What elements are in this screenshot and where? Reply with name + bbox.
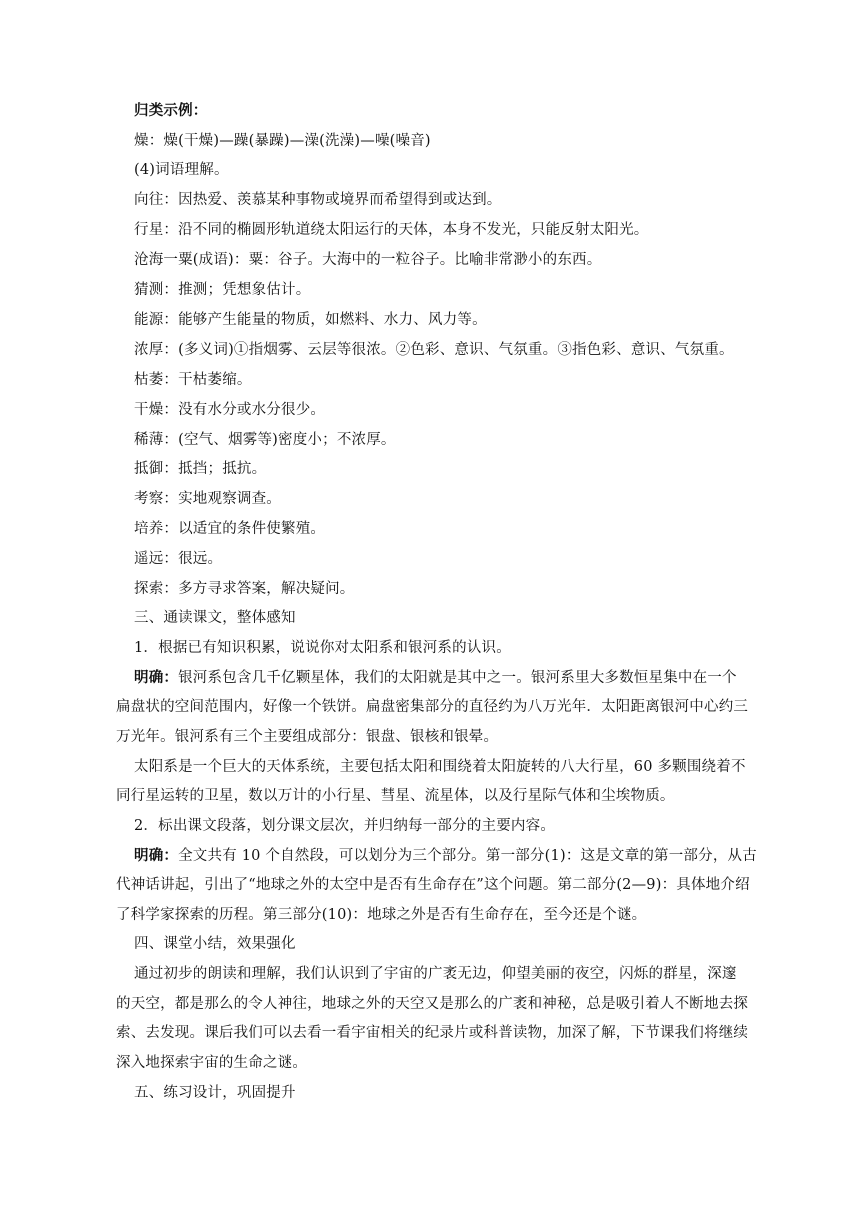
- summary-line: 的天空，都是那么的令人神往，地球之外的天空又是那么的广袤和神秘，总是吸引着人不断地去探: [116, 996, 749, 1012]
- answer-label: 明确：: [134, 669, 179, 686]
- vocab-title: (4)词语理解。: [134, 162, 229, 178]
- question: 2．标出课文段落，划分课文层次，并归纳每一部分的主要内容。: [134, 818, 556, 834]
- summary-line: 通过初步的朗读和理解，我们认识到了宇宙的广袤无边，仰望美丽的夜空，闪烁的群星，深邃: [134, 966, 737, 982]
- answer-line: 了科学家探索的历程。第三部分(10)：地球之外是否有生命存在，至今还是个谜。: [116, 907, 647, 923]
- answer-paragraph: 太阳系是一个巨大的天体系统，主要包括太阳和围绕着太阳旋转的八大行星，60 多颗围绕着不: [134, 759, 746, 775]
- answer-line: 万光年。银河系有三个主要组成部分：银盘、银核和银晕。: [116, 729, 499, 745]
- answer-line: 扁盘状的空间范围内，好像一个铁饼。扁盘密集部分的直径约为八万光年．太阳距离银河中心约三: [116, 699, 749, 715]
- vocab-item: 探索：多方寻求答案，解决疑问。: [134, 581, 355, 597]
- example-heading: 归类示例：: [134, 102, 208, 119]
- vocab-item: 枯萎：干枯萎缩。: [134, 372, 252, 388]
- answer-label: 明确：: [134, 847, 179, 864]
- vocab-item: 浓厚：(多义词)①指烟雾、云层等很浓。②色彩、意识、气氛重。③指色彩、意识、气氛重。: [134, 342, 734, 358]
- summary-line: 深入地探索宇宙的生命之谜。: [116, 1055, 308, 1071]
- answer-line: 明确：全文共有 10 个自然段，可以划分为三个部分。第一部分(1)：这是文章的第一部分，从古: [134, 847, 757, 864]
- answer-line: 明确：银河系包含几千亿颗星体，我们的太阳就是其中之一。银河系里大多数恒星集中在一个: [134, 669, 737, 686]
- summary-line: 索、去发现。课后我们可以去看一看宇宙相关的纪录片或科普读物，加深了解，下节课我们将继续: [116, 1025, 749, 1041]
- section-heading: 五、练习设计，巩固提升: [134, 1085, 296, 1101]
- example-text: 燥：燥(干燥)—躁(暴躁)—澡(洗澡)—噪(噪音): [134, 133, 431, 149]
- vocab-item: 行星：沿不同的椭圆形轨道绕太阳运行的天体，本身不发光，只能反射太阳光。: [134, 222, 649, 238]
- vocab-item: 干燥：没有水分或水分很少。: [134, 402, 326, 418]
- vocab-item: 考察：实地观察调查。: [134, 491, 282, 507]
- vocab-item: 稀薄：(空气、烟雾等)密度小；不浓厚。: [134, 432, 396, 448]
- answer-paragraph: 同行星运转的卫星，数以万计的小行星、彗星、流星体，以及行星际气体和尘埃物质。: [116, 788, 675, 804]
- vocab-item: 猜测：推测；凭想象估计。: [134, 282, 311, 298]
- vocab-item: 培养：以适宜的条件使繁殖。: [134, 521, 326, 537]
- section-heading: 三、通读课文，整体感知: [134, 610, 296, 626]
- vocab-item: 能源：能够产生能量的物质，如燃料、水力、风力等。: [134, 312, 487, 328]
- vocab-item: 抵御：抵挡；抵抗。: [134, 461, 267, 477]
- question: 1．根据已有知识积累，说说你对太阳系和银河系的认识。: [134, 640, 511, 656]
- answer-line: 代神话讲起，引出了“地球之外的太空中是否有生命存在”这个问题。第二部分(2—9)：具体地介绍: [116, 877, 750, 893]
- section-heading: 四、课堂小结，效果强化: [134, 936, 296, 952]
- vocab-item: 遥远：很远。: [134, 551, 223, 567]
- vocab-item: 沧海一粟(成语)：粟：谷子。大海中的一粒谷子。比喻非常渺小的东西。: [134, 252, 602, 268]
- vocab-item: 向往：因热爱、羡慕某种事物或境界而希望得到或达到。: [134, 192, 502, 208]
